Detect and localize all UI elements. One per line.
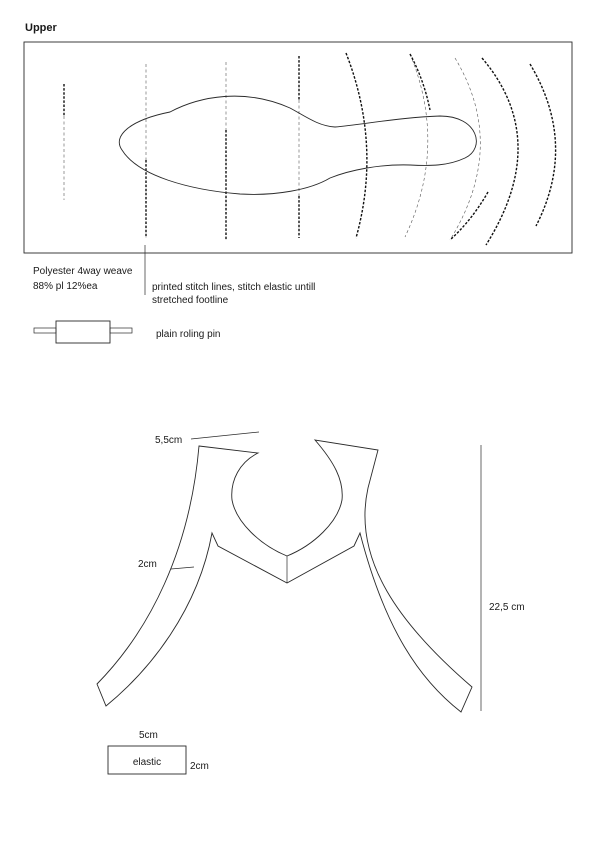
stitch-note-line-2: stretched footline [152,295,229,306]
stitch-lines [64,53,556,245]
rolling-pin-icon [34,321,132,343]
stitch-line [530,64,556,226]
elastic-width-label: 5cm [139,730,158,741]
dim-height-label: 22,5 cm [489,602,525,613]
pattern-piece-outline [97,440,472,712]
side-width-marker [171,567,194,569]
top-width-marker [191,432,259,439]
stitch-line [482,58,518,245]
dim-side-label: 2cm [138,559,157,570]
upper-title: Upper [25,22,57,34]
stitch-line [450,192,488,240]
elastic-height-label: 2cm [190,761,209,772]
rolling-pin-label: plain roling pin [156,329,221,340]
stitch-note-line-1: printed stitch lines, stitch elastic untill [152,282,316,293]
foot-outline [119,96,476,194]
stitch-line [450,58,480,240]
dim-top-label: 5,5cm [155,435,183,446]
stitch-line [346,53,367,238]
material-line-1: Polyester 4way weave [33,266,133,277]
elastic-label: elastic [132,757,162,768]
fabric-panel [24,42,572,253]
stitch-line [405,54,428,237]
material-line-2: 88% pl 12%ea [33,281,98,292]
